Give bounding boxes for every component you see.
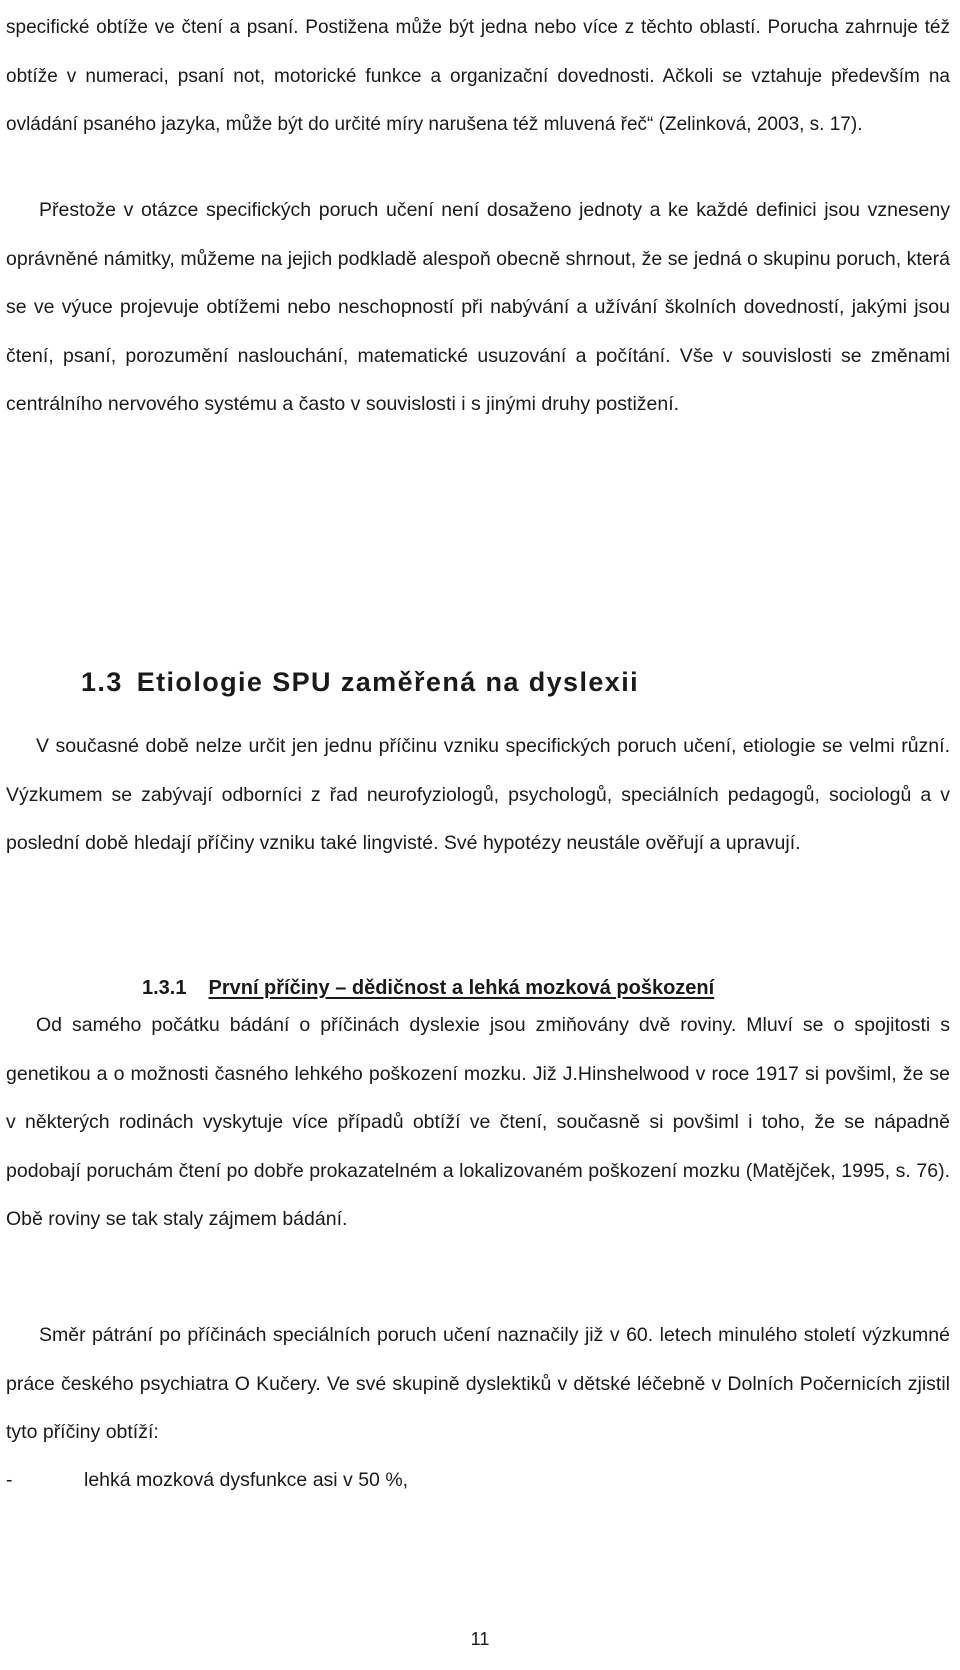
subsection-title: První příčiny – dědičnost a lehká mozková poškození [208,977,715,999]
paragraph-research-direction: Směr pátrání po příčinách speciálních poruch učení naznačily již v 60. letech minulého století výzkumné práce českého psychiatra O Kučery. Ve své skupině dyslektiků v dětské léčebně v Dolních Počernicích zjistil tyto příčiny obtíží: [6,1324,950,1443]
section-heading [81,664,639,700]
list-item-text: lehká mozková dysfunkce asi v 50 %, [84,1469,409,1491]
paragraph-summary: Přestože v otázce specifických poruch učení není dosaženo jednoty a ke každé definici jsou vzneseny oprávněné námitky, můžeme na jejich podkladě alespoň obecně shrnout, že se jedná o skupinu poruch, která se ve výuce projevuje obtížemi nebo neschopností při nabývání a užívání školních dovedností, jakými jsou čtení, psaní, porozumění naslouchání, matematické usuzování a počítání. Vše v souvislosti se změnami centrálního nervového systému a často v souvislosti i s jinými druhy postižení. [6,199,950,415]
list-marker: - [6,1469,13,1491]
paragraph-first-causes: Od samého počátku bádání o příčinách dyslexie jsou zmiňovány dvě roviny. Mluví se o spojitosti s genetikou a o možnosti časného lehkého poškození mozku. Již J.Hinshelwood v roce 1917 si povšiml, že se v některých rodinách vyskytuje více případů obtíží ve čtení, současně si povšiml i toho, že se nápadně podobají poruchám čtení po dobře prokazatelném a lokalizovaném poškození mozku (Matějček, 1995, s. 76). Obě roviny se tak staly zájmem bádání. [6,1014,950,1230]
paragraph-definition-quote: specifické obtíže ve čtení a psaní. Postižena může být jedna nebo více z těchto oblastí. Porucha zahrnuje též obtíže v numeraci, psaní not, motorické funkce a organizační dovednosti. Ačkoli se vztahuje především na ovládání psaného jazyka, může být do určité míry narušena též mluvená řeč“ (Zelinková, 2003, s. 17). [6,17,950,135]
paragraph-etiology: V současné době nelze určit jen jednu příčinu vzniku specifických poruch učení, etiologie se velmi různí. Výzkumem se zabývají odborníci z řad neurofyziologů, psychologů, speciálních pedagogů, sociologů a v poslední době hledají příčiny vzniku také lingvisté. Své hypotézy neustále ověřují a upravují. [6,735,950,854]
list-item [6,1456,408,1504]
section-number: 1.3 [81,667,123,697]
subsection-number: 1.3.1 [142,977,187,999]
page-number: 11 [470,1629,490,1649]
subsection-heading [142,974,714,1002]
section-title: Etiologie SPU zaměřená na dyslexii [136,667,639,697]
